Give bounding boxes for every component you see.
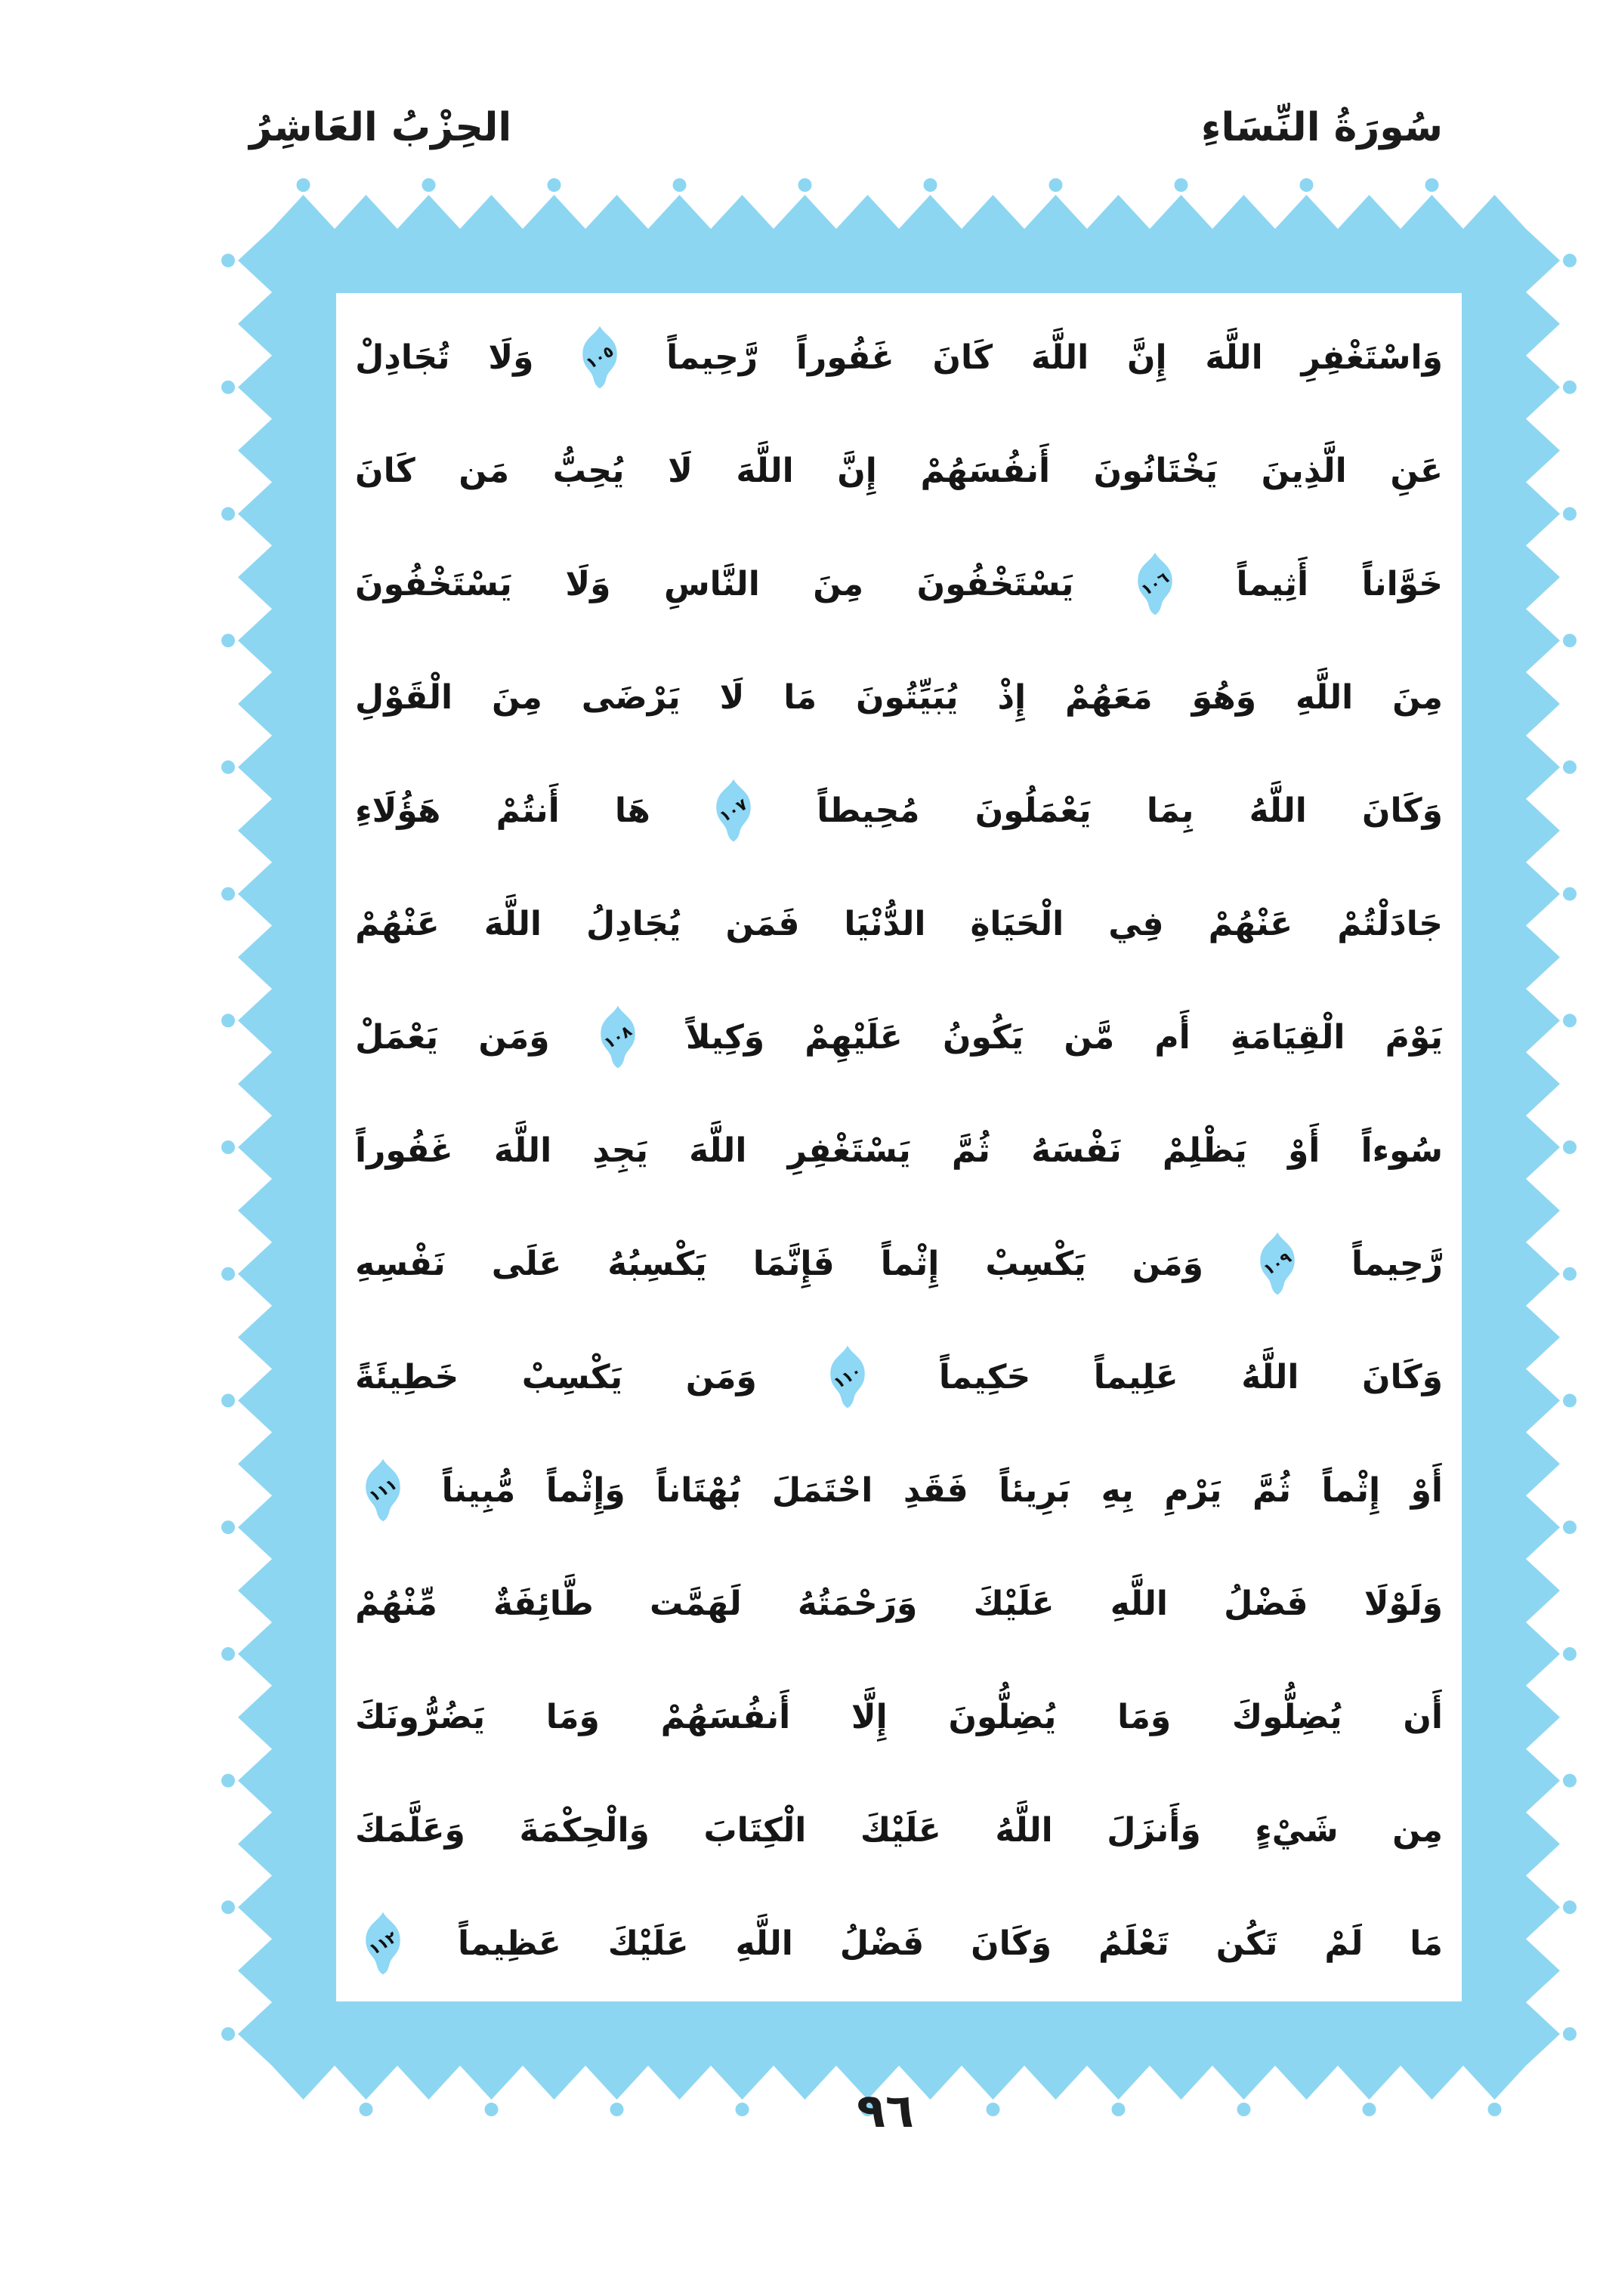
hizb-title: الحِزْبُ العَاشِرُ bbox=[249, 105, 512, 150]
frame-edge-dot bbox=[221, 507, 235, 520]
quran-word: يَسْتَخْفُونَ bbox=[355, 564, 512, 603]
frame-edge-dot bbox=[610, 2103, 624, 2116]
quran-word: يَرْضَى bbox=[581, 677, 681, 717]
quran-word: مِن bbox=[1392, 1810, 1443, 1850]
quran-word: إِذْ bbox=[997, 677, 1027, 717]
frame-edge-dot bbox=[673, 178, 687, 192]
verse-end-marker bbox=[1254, 1230, 1301, 1297]
quran-word: اللَّهُ bbox=[995, 1810, 1053, 1850]
verse-number: ١٠٩ bbox=[1260, 1248, 1295, 1279]
quran-word: وَمَن bbox=[1132, 1244, 1203, 1283]
quran-word: مِنَ bbox=[491, 677, 542, 717]
frame-edge-dot bbox=[1049, 178, 1063, 192]
quran-word: أَوْ bbox=[1410, 1470, 1443, 1510]
quran-word: يَكْسِبُهُ bbox=[607, 1244, 707, 1283]
quran-word: وَرَحْمَتُهُ bbox=[797, 1584, 918, 1623]
frame-edge-dot bbox=[1563, 887, 1577, 901]
verse-end-marker bbox=[360, 1457, 406, 1523]
frame-edge-dot bbox=[297, 178, 310, 192]
quran-word: وَلَا bbox=[565, 564, 611, 603]
quran-word: يَكُونُ bbox=[942, 1017, 1024, 1057]
frame-edge-dot bbox=[1563, 1520, 1577, 1534]
quran-word: فِي bbox=[1108, 904, 1164, 943]
quran-word: الْكِتَابَ bbox=[703, 1810, 807, 1850]
quran-word: عَنْهُمْ bbox=[355, 904, 440, 943]
quran-word: بَرِيئاً bbox=[999, 1470, 1071, 1510]
verse-number: ١٠٥ bbox=[582, 341, 617, 373]
quran-word: لَهَمَّت bbox=[650, 1584, 742, 1623]
frame-edge-dot bbox=[221, 254, 235, 267]
quran-word: لَمْ bbox=[1324, 1924, 1364, 1963]
verse-number: ١١١ bbox=[366, 1474, 400, 1506]
quran-word: إِنَّ bbox=[837, 451, 877, 490]
frame-edge-dot bbox=[221, 1774, 235, 1788]
quran-word: يَوْمَ bbox=[1385, 1017, 1443, 1057]
frame-edge-dot bbox=[1563, 254, 1577, 267]
quran-word: بِهِ bbox=[1101, 1470, 1134, 1510]
quran-word: يَسْتَخْفُونَ bbox=[916, 564, 1074, 603]
quran-word: خَوَّاناً bbox=[1361, 564, 1443, 603]
frame-edge-dot bbox=[1563, 1140, 1577, 1154]
quran-word: أَثِيماً bbox=[1236, 564, 1309, 603]
quran-line bbox=[355, 1094, 1443, 1207]
frame-edge-dot bbox=[1425, 178, 1439, 192]
quran-word: يَكْسِبْ bbox=[521, 1357, 623, 1396]
quran-word: إِثْماً bbox=[880, 1244, 940, 1283]
quran-line bbox=[355, 1773, 1443, 1887]
quran-line bbox=[355, 1433, 1443, 1547]
quran-word: وَهُوَ bbox=[1191, 677, 1257, 717]
quran-line bbox=[355, 301, 1443, 414]
quran-word: مِنَ bbox=[1392, 677, 1443, 717]
verse-end-marker bbox=[595, 1004, 641, 1070]
quran-word: بِمَا bbox=[1146, 791, 1194, 830]
quran-word: كَانَ bbox=[932, 338, 993, 377]
verse-end-marker bbox=[824, 1344, 871, 1410]
quran-word: مِّنْهُمْ bbox=[355, 1584, 437, 1623]
quran-word: مَّن bbox=[1064, 1017, 1115, 1057]
quran-word: يَعْمَلُونَ bbox=[974, 791, 1092, 830]
quran-word: اللَّهَ bbox=[493, 1131, 552, 1170]
quran-word: وَعَلَّمَكَ bbox=[355, 1810, 465, 1850]
verse-number: ١١٠ bbox=[830, 1361, 866, 1393]
quran-word: أَوْ bbox=[1287, 1131, 1320, 1170]
frame-edge-dot bbox=[1563, 1393, 1577, 1407]
frame-edge-dot bbox=[485, 2103, 499, 2116]
quran-word: احْتَمَلَ bbox=[771, 1470, 873, 1510]
quran-word: وَمَن bbox=[685, 1357, 757, 1396]
quran-word: فَقَدِ bbox=[903, 1470, 968, 1510]
quran-word: مِنَ bbox=[813, 564, 864, 603]
quran-word: كَانَ bbox=[355, 451, 415, 490]
quran-word: وَلَوْلَا bbox=[1364, 1584, 1443, 1623]
quran-word: تَعْلَمُ bbox=[1098, 1924, 1169, 1963]
quran-word: يُحِبُّ bbox=[552, 451, 625, 490]
frame-edge-dot bbox=[221, 1900, 235, 1914]
quran-line bbox=[355, 1207, 1443, 1320]
frame-edge-dot bbox=[798, 178, 812, 192]
quran-word: وَإِثْماً bbox=[545, 1470, 625, 1510]
quran-word: اللَّهَ bbox=[736, 451, 794, 490]
quran-word: النَّاسِ bbox=[663, 564, 760, 603]
verse-end-marker bbox=[710, 777, 757, 844]
quran-word: وَمَا bbox=[545, 1697, 600, 1736]
quran-word: نَفْسِهِ bbox=[355, 1244, 446, 1283]
quran-word: مَعَهُمْ bbox=[1065, 677, 1153, 717]
quran-word: فَمَن bbox=[725, 904, 800, 943]
quran-word: جَادَلْتُمْ bbox=[1337, 904, 1443, 943]
quran-word: يَخْتَانُونَ bbox=[1093, 451, 1218, 490]
quran-line bbox=[355, 640, 1443, 754]
quran-word: مَا bbox=[1410, 1924, 1443, 1963]
frame-edge-dot bbox=[221, 1393, 235, 1407]
quran-word: حَكِيماً bbox=[938, 1357, 1031, 1396]
page-number: ٩٦ bbox=[857, 2083, 914, 2138]
verse-number: ١٠٦ bbox=[1138, 568, 1172, 600]
quran-word: اللَّهَ bbox=[483, 904, 542, 943]
frame-edge-dot bbox=[221, 1140, 235, 1154]
quran-word: عَنْهُمْ bbox=[1208, 904, 1293, 943]
frame-edge-dot bbox=[360, 2103, 373, 2116]
quran-word: رَّحِيماً bbox=[1351, 1244, 1443, 1283]
quran-word: يَكْسِبْ bbox=[985, 1244, 1086, 1283]
quran-line bbox=[355, 980, 1443, 1094]
quran-word: عَلَيْكَ bbox=[607, 1924, 689, 1963]
frame-edge-dot bbox=[221, 1267, 235, 1281]
quran-word: عَلَيْهِمْ bbox=[805, 1017, 903, 1057]
quran-word: غَفُوراً bbox=[795, 338, 894, 377]
frame-edge-dot bbox=[221, 761, 235, 774]
quran-word: يَضُرُّونَكَ bbox=[355, 1697, 486, 1736]
quran-word: أَنتُمْ bbox=[496, 791, 560, 830]
quran-line bbox=[355, 414, 1443, 527]
frame-edge-dot bbox=[221, 1647, 235, 1661]
frame-edge-dot bbox=[736, 2103, 749, 2116]
quran-word: اللَّهَ bbox=[689, 1131, 747, 1170]
quran-word: وَكَانَ bbox=[971, 1924, 1052, 1963]
verse-number: ١٠٧ bbox=[716, 795, 751, 826]
verse-end-marker bbox=[360, 1910, 406, 1977]
quran-word: فَإِنَّمَا bbox=[752, 1244, 835, 1283]
quran-word: يَسْتَغْفِرِ bbox=[787, 1131, 911, 1170]
frame-edge-dot bbox=[1563, 2027, 1577, 2041]
quran-word: اللَّهُ bbox=[1241, 1357, 1299, 1396]
quran-word: هَا bbox=[614, 791, 650, 830]
quran-word: خَطِيئَةً bbox=[355, 1357, 459, 1396]
quran-word: اللَّهَ bbox=[1030, 338, 1089, 377]
verse-number: ١٠٨ bbox=[601, 1021, 635, 1053]
quran-word: رَّحِيماً bbox=[666, 338, 758, 377]
frame-edge-dot bbox=[221, 1014, 235, 1027]
quran-word: إِلَّا bbox=[851, 1697, 888, 1736]
quran-word: وَكِيلاً bbox=[685, 1017, 765, 1057]
quran-word: يُضِلُّوكَ bbox=[1231, 1697, 1342, 1736]
frame-edge-dot bbox=[924, 178, 937, 192]
quran-word: عَلَيْكَ bbox=[973, 1584, 1055, 1623]
quran-word: مُّبِيناً bbox=[441, 1470, 516, 1510]
frame-edge-dot bbox=[987, 2103, 1000, 2116]
quran-word: اللَّهُ bbox=[1249, 791, 1307, 830]
frame-edge-dot bbox=[1563, 1647, 1577, 1661]
verse-end-marker bbox=[1132, 551, 1178, 617]
quran-line bbox=[355, 527, 1443, 640]
quran-word: عَلَيْكَ bbox=[860, 1810, 941, 1850]
quran-word: الْحَيَاةِ bbox=[970, 904, 1064, 943]
frame-edge-dot bbox=[422, 178, 436, 192]
quran-word: اللَّهِ bbox=[1295, 677, 1354, 717]
quran-word: إِنَّ bbox=[1126, 338, 1167, 377]
quran-word: مَا bbox=[783, 677, 817, 717]
frame-edge-dot bbox=[1563, 761, 1577, 774]
quran-word: الدُّنْيَا bbox=[844, 904, 926, 943]
quran-line bbox=[355, 754, 1443, 867]
frame-edge-dot bbox=[548, 178, 561, 192]
frame-edge-dot bbox=[1488, 2103, 1502, 2116]
quran-word: وَأَنزَلَ bbox=[1107, 1810, 1201, 1850]
quran-word: يُجَادِلُ bbox=[585, 904, 681, 943]
quran-word: لَا bbox=[668, 451, 693, 490]
quran-word: يُضِلُّونَ bbox=[948, 1697, 1057, 1736]
quran-word: شَيْءٍ bbox=[1255, 1810, 1339, 1850]
quran-word: أَم bbox=[1154, 1017, 1191, 1057]
frame-edge-dot bbox=[1563, 507, 1577, 520]
quran-word: يُبَيِّتُونَ bbox=[855, 677, 959, 717]
frame-edge-dot bbox=[1175, 178, 1188, 192]
quran-word: نَفْسَهُ bbox=[1031, 1131, 1122, 1170]
quran-word: وَاسْتَغْفِرِ bbox=[1301, 338, 1443, 377]
quran-word: عَلِيماً bbox=[1093, 1357, 1178, 1396]
quran-word: يَعْمَلْ bbox=[355, 1017, 439, 1057]
quran-word: بُهْتَاناً bbox=[656, 1470, 742, 1510]
quran-word: فَضْلُ bbox=[1224, 1584, 1308, 1623]
frame-edge-dot bbox=[1300, 178, 1314, 192]
quran-word: إِثْماً bbox=[1321, 1470, 1381, 1510]
quran-word: اللَّهِ bbox=[1110, 1584, 1168, 1623]
quran-word: يَرْمِ bbox=[1164, 1470, 1222, 1510]
quran-line bbox=[355, 867, 1443, 980]
verse-number: ١١٢ bbox=[366, 1927, 400, 1959]
quran-word: أَن bbox=[1403, 1697, 1443, 1736]
frame-edge-dot bbox=[221, 2027, 235, 2041]
quran-word: أَنفُسَهُمْ bbox=[920, 451, 1051, 490]
quran-word: مُحِيطاً bbox=[817, 791, 920, 830]
quran-word: اللَّهِ bbox=[735, 1924, 793, 1963]
quran-line bbox=[355, 1320, 1443, 1433]
quran-word: اللَّهَ bbox=[1205, 338, 1263, 377]
quran-word: يَظْلِمْ bbox=[1162, 1131, 1247, 1170]
quran-word: مَن bbox=[459, 451, 510, 490]
quran-word: وَمَا bbox=[1117, 1697, 1172, 1736]
frame-edge-dot bbox=[1237, 2103, 1251, 2116]
frame-edge-dot bbox=[1563, 634, 1577, 647]
quran-word: ثُمَّ bbox=[951, 1131, 990, 1170]
quran-line bbox=[355, 1660, 1443, 1773]
frame-edge-dot bbox=[221, 887, 235, 901]
quran-word: تَكُن bbox=[1215, 1924, 1278, 1963]
frame-edge-dot bbox=[221, 634, 235, 647]
quran-line bbox=[355, 1547, 1443, 1660]
quran-word: هَؤُلَاءِ bbox=[355, 791, 441, 830]
quran-word: تُجَادِلْ bbox=[355, 338, 450, 377]
quran-word: ثُمَّ bbox=[1252, 1470, 1291, 1510]
frame-edge-dot bbox=[1363, 2103, 1376, 2116]
quran-word: عَلَى bbox=[491, 1244, 562, 1283]
frame-edge-dot bbox=[1563, 381, 1577, 394]
quran-word: طَّائِفَةٌ bbox=[493, 1584, 594, 1623]
quran-word: عَظِيماً bbox=[457, 1924, 561, 1963]
quran-word: عَنِ bbox=[1390, 451, 1443, 490]
quran-word: أَنفُسَهُمْ bbox=[660, 1697, 791, 1736]
quran-word: سُوءاً bbox=[1360, 1131, 1443, 1170]
quran-word: وَمَن bbox=[478, 1017, 550, 1057]
frame-edge-dot bbox=[221, 381, 235, 394]
frame-edge-dot bbox=[1563, 1014, 1577, 1027]
quran-word: وَكَانَ bbox=[1361, 1357, 1443, 1396]
frame-edge-dot bbox=[1563, 1267, 1577, 1281]
quran-word: وَالْحِكْمَةَ bbox=[519, 1810, 650, 1850]
quran-word: لَا bbox=[719, 677, 745, 717]
surah-title: سُورَةُ النِّسَاءِ bbox=[1200, 105, 1443, 150]
quran-word: غَفُوراً bbox=[355, 1131, 453, 1170]
quran-word: الَّذِينَ bbox=[1261, 451, 1347, 490]
quran-text-block bbox=[355, 301, 1443, 2000]
quran-word: الْقِيَامَةِ bbox=[1230, 1017, 1345, 1057]
quran-word: فَضْلُ bbox=[839, 1924, 925, 1963]
frame-edge-dot bbox=[1563, 1900, 1577, 1914]
quran-line bbox=[355, 1887, 1443, 2000]
quran-word: يَجِدِ bbox=[592, 1131, 648, 1170]
quran-word: وَكَانَ bbox=[1361, 791, 1443, 830]
frame-edge-dot bbox=[1112, 2103, 1126, 2116]
quran-word: وَلَا bbox=[488, 338, 534, 377]
frame-edge-dot bbox=[1563, 1774, 1577, 1788]
quran-word: الْقَوْلِ bbox=[355, 677, 453, 717]
frame-edge-dot bbox=[221, 1520, 235, 1534]
verse-end-marker bbox=[576, 324, 623, 390]
